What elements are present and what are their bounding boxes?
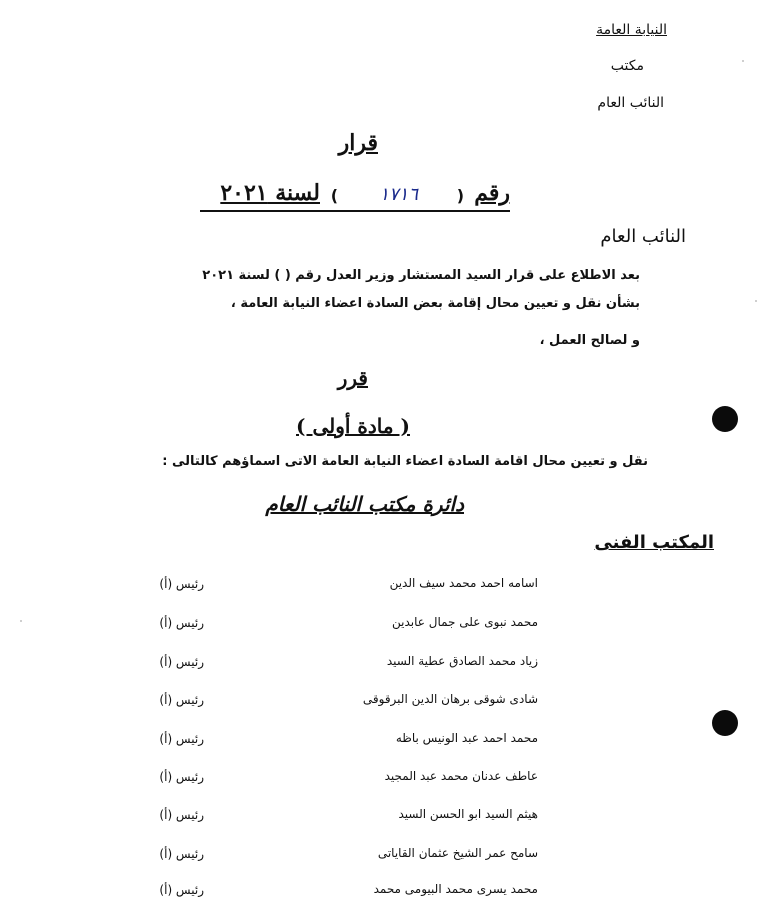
header-authority: النيابة العامة (596, 22, 667, 38)
member-rank: رئيس (أ) (159, 770, 204, 784)
section-heading: المكتب الفنى (594, 532, 714, 553)
member-rank: رئيس (أ) (159, 693, 204, 707)
punch-hole-mark (712, 406, 738, 432)
member-rank: رئيس (أ) (159, 847, 204, 861)
member-rank: رئيس (أ) (159, 883, 204, 897)
decision-number-line (200, 180, 510, 212)
article-text: نقل و تعيين محال اقامة السادة اعضاء النيابة العامة الاتى اسماؤهم كالتالى : (162, 454, 648, 469)
header-prosecutor: النائب العام (597, 95, 664, 111)
member-name: محمد نبوى على جمال عابدين (391, 615, 538, 629)
paren-open: ( (456, 186, 464, 205)
member-name: محمد احمد عبد الونيس باظه (395, 731, 538, 745)
member-rank: رئيس (أ) (159, 732, 204, 746)
number-label: رقم (474, 180, 510, 206)
scan-speck (755, 300, 757, 302)
paren-close: ) (330, 186, 338, 205)
punch-hole-mark (712, 710, 738, 736)
member-name: عاطف عدنان محمد عبد المجيد (384, 769, 538, 783)
preamble-line-1: بعد الاطلاع على قرار السيد المستشار وزير العدل رقم ( ) لسنة ٢٠٢١ (202, 268, 640, 283)
decided-heading: قرر (337, 366, 368, 390)
member-rank: رئيس (أ) (159, 577, 204, 591)
article-heading: ( مادة أولى ) (296, 414, 410, 438)
preamble-line-3: و لصالح العمل ، (539, 333, 640, 348)
decision-title: قرار (338, 130, 378, 156)
member-name: هيثم السيد ابو الحسن السيد (398, 807, 538, 821)
member-name: محمد يسرى محمد البيومى محمد (373, 882, 538, 896)
number-line-underline (200, 210, 510, 212)
member-name: سامح عمر الشيخ عثمان القاياتى (377, 846, 538, 860)
member-rank: رئيس (أ) (159, 808, 204, 822)
department-heading: دائرة مكتب النائب العام (265, 492, 464, 516)
handwritten-decision-number: ١٧١٦ (379, 184, 418, 205)
issuer-title: النائب العام (600, 226, 686, 247)
member-name: اسامه احمد محمد سيف الدين (389, 576, 538, 590)
member-rank: رئيس (أ) (159, 655, 204, 669)
decision-year: لسنة ٢٠٢١ (220, 180, 320, 206)
preamble-line-2: بشأن نقل و تعيين محال إقامة بعض السادة اعضاء النيابة العامة ، (230, 296, 640, 311)
member-rank: رئيس (أ) (159, 616, 204, 630)
scan-speck (742, 60, 744, 62)
header-office: مكتب (610, 58, 644, 74)
member-name: زياد محمد الصادق عطية السيد (386, 654, 538, 668)
member-name: شادى شوقى برهان الدين البرقوقى (362, 692, 538, 706)
scan-speck (20, 620, 22, 622)
